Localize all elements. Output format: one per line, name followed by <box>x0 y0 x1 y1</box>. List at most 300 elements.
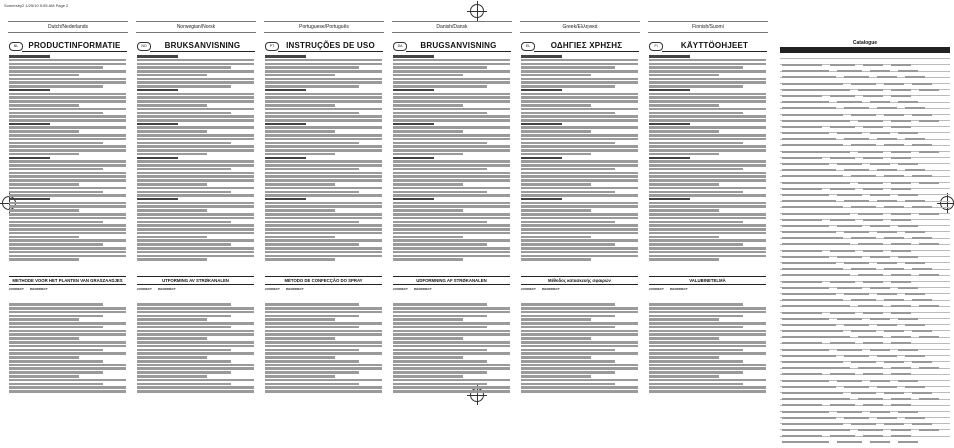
text-line <box>393 191 487 194</box>
text-line <box>137 217 254 220</box>
text-line <box>265 183 335 186</box>
table-row <box>780 406 950 412</box>
text-line <box>137 232 254 235</box>
text-line <box>649 85 743 88</box>
text-line <box>521 138 638 141</box>
text-line <box>649 209 719 212</box>
text-line <box>137 142 231 145</box>
text-line <box>521 172 638 175</box>
table-row <box>780 109 950 115</box>
text-line <box>521 224 638 227</box>
text-line <box>9 55 50 57</box>
text-line <box>265 187 382 190</box>
table-row <box>780 140 950 146</box>
text-line <box>9 217 126 220</box>
text-line <box>649 194 766 197</box>
text-line <box>137 213 254 216</box>
text-line <box>137 183 207 186</box>
text-line <box>649 352 766 355</box>
text-line <box>137 364 254 367</box>
text-line <box>9 179 126 182</box>
text-line <box>393 375 463 378</box>
text-line <box>521 134 638 137</box>
text-line <box>393 330 510 333</box>
text-line <box>137 168 231 171</box>
method-heading: Μέθοδος κατασκευής σφαιρών <box>521 276 638 285</box>
text-line <box>9 375 79 378</box>
text-line <box>265 63 382 66</box>
text-line <box>393 145 510 148</box>
text-line <box>649 187 766 190</box>
text-line <box>137 157 178 159</box>
text-line <box>137 179 254 182</box>
table-cell <box>919 89 939 91</box>
text-line <box>265 119 382 122</box>
text-line <box>9 318 79 321</box>
text-line <box>137 307 254 310</box>
text-line <box>521 179 638 182</box>
text-line <box>521 108 638 111</box>
text-line <box>9 93 126 96</box>
text-line <box>265 311 382 314</box>
text-line <box>265 104 335 107</box>
text-line <box>649 108 766 111</box>
text-line <box>393 386 510 389</box>
text-line <box>137 243 231 246</box>
instruction-column-el <box>520 40 639 395</box>
text-line <box>521 375 591 378</box>
text-line <box>265 352 382 355</box>
text-line <box>393 333 510 336</box>
text-line <box>9 175 126 178</box>
text-line <box>137 85 231 88</box>
text-line <box>649 149 766 152</box>
method-label: INCORRECT <box>285 288 304 291</box>
text-line <box>649 311 766 314</box>
text-line <box>521 330 638 333</box>
text-line <box>393 142 487 145</box>
text-line <box>137 375 207 378</box>
text-line <box>521 93 638 96</box>
text-line <box>137 251 254 254</box>
text-line <box>9 85 103 88</box>
table-cell <box>919 429 939 431</box>
text-line <box>265 205 382 208</box>
text-line <box>137 96 254 99</box>
text-line <box>649 247 766 250</box>
text-line <box>521 307 638 310</box>
text-line <box>137 202 254 205</box>
text-line <box>393 247 510 250</box>
text-line <box>393 66 487 69</box>
text-line <box>137 360 231 363</box>
instruction-column-da <box>392 40 511 395</box>
text-line <box>265 364 382 367</box>
text-line <box>137 224 254 227</box>
text-line <box>521 383 615 386</box>
text-line <box>521 81 638 84</box>
text-line <box>649 364 766 367</box>
text-line <box>9 379 126 382</box>
table-cell <box>919 182 939 184</box>
text-line <box>393 311 510 314</box>
text-line <box>137 356 207 359</box>
text-line <box>393 138 510 141</box>
text-line <box>9 194 126 197</box>
text-line <box>393 194 510 197</box>
method-label: CORRECT <box>649 288 664 291</box>
text-line <box>137 112 231 115</box>
text-line <box>265 142 359 145</box>
registration-mark-icon <box>470 4 484 18</box>
text-line <box>521 160 638 163</box>
text-line <box>137 303 231 306</box>
text-line <box>649 164 766 167</box>
text-line <box>521 303 615 306</box>
text-line <box>9 341 126 344</box>
text-line <box>9 232 126 235</box>
text-line <box>521 390 638 393</box>
text-line <box>521 239 638 242</box>
text-line <box>393 179 510 182</box>
text-line <box>265 78 382 81</box>
text-line <box>137 160 254 163</box>
text-line <box>649 100 766 103</box>
text-line <box>9 360 103 363</box>
text-line <box>265 303 359 306</box>
text-line <box>9 191 103 194</box>
text-line <box>521 55 562 57</box>
text-line <box>265 81 382 84</box>
text-line <box>137 70 254 73</box>
text-line <box>137 239 254 242</box>
text-line <box>393 213 510 216</box>
method-diagram-labels <box>265 288 382 302</box>
text-line <box>649 243 743 246</box>
text-line <box>137 93 254 96</box>
text-line <box>521 100 638 103</box>
text-line <box>265 96 382 99</box>
text-line <box>521 367 638 370</box>
table-cell <box>919 120 939 122</box>
table-cell <box>919 367 939 369</box>
text-line <box>521 209 591 212</box>
text-line <box>521 153 591 156</box>
text-line <box>393 81 510 84</box>
text-line <box>137 326 231 329</box>
text-line <box>649 318 719 321</box>
text-line <box>393 356 463 359</box>
text-line <box>521 164 638 167</box>
text-line <box>649 134 766 137</box>
text-line <box>265 55 306 57</box>
text-line <box>393 183 463 186</box>
column-body-text <box>9 54 126 274</box>
text-line <box>393 349 487 352</box>
text-line <box>265 379 382 382</box>
text-line <box>9 311 126 314</box>
table-row <box>780 103 950 109</box>
text-line <box>521 66 615 69</box>
text-line <box>393 315 487 318</box>
text-line <box>9 70 126 73</box>
text-line <box>9 138 126 141</box>
text-line <box>521 345 638 348</box>
text-line <box>393 85 487 88</box>
text-line <box>265 247 382 250</box>
method-diagram-labels <box>9 288 126 302</box>
text-line <box>649 315 743 318</box>
text-line <box>393 318 463 321</box>
text-line <box>649 337 719 340</box>
method-body <box>137 288 254 393</box>
text-line <box>393 164 510 167</box>
text-line <box>9 258 79 261</box>
method-body <box>521 288 638 393</box>
text-line <box>9 228 126 231</box>
text-line <box>521 311 638 314</box>
text-line <box>393 255 510 258</box>
table-row <box>780 164 950 170</box>
text-line <box>9 172 126 175</box>
text-line <box>9 371 103 374</box>
text-line <box>9 164 126 167</box>
text-line <box>521 112 615 115</box>
text-line <box>265 315 359 318</box>
text-line <box>265 228 382 231</box>
text-line <box>393 371 487 374</box>
file-header: Somersby2 1/25/10 9:55 AM Page 2 <box>4 3 69 8</box>
catalogue-table <box>780 40 950 395</box>
text-line <box>137 247 254 250</box>
text-line <box>9 66 103 69</box>
text-line <box>649 232 766 235</box>
instruction-column-nl <box>8 40 127 395</box>
text-line <box>137 81 254 84</box>
method-diagram-labels <box>649 288 766 302</box>
text-line <box>393 258 463 261</box>
text-line <box>265 375 335 378</box>
text-line <box>521 187 638 190</box>
language-bar: Dutch/Nederlands <box>8 21 128 33</box>
text-line <box>137 187 254 190</box>
text-line <box>649 379 766 382</box>
text-line <box>649 228 766 231</box>
text-line <box>137 198 178 200</box>
text-line <box>649 326 743 329</box>
text-line <box>265 337 335 340</box>
text-line <box>137 191 231 194</box>
text-line <box>137 138 254 141</box>
text-line <box>393 202 510 205</box>
text-line <box>649 142 743 145</box>
text-line <box>137 371 231 374</box>
text-line <box>649 383 743 386</box>
column-body-text <box>393 54 510 274</box>
text-line <box>521 63 638 66</box>
text-line <box>649 145 766 148</box>
text-line <box>393 228 510 231</box>
text-line <box>649 89 690 91</box>
method-heading: UDFORMNING AF STRØKANALEN <box>393 276 510 285</box>
text-line <box>521 70 638 73</box>
text-line <box>649 119 766 122</box>
table-cell <box>782 441 829 443</box>
text-line <box>393 160 510 163</box>
text-line <box>265 221 359 224</box>
text-line <box>521 96 638 99</box>
text-line <box>393 59 510 62</box>
text-line <box>265 74 335 77</box>
text-line <box>265 243 359 246</box>
text-line <box>265 251 382 254</box>
table-cell <box>919 213 939 215</box>
text-line <box>393 123 434 125</box>
text-line <box>265 318 335 321</box>
text-line <box>9 337 79 340</box>
text-line <box>265 333 382 336</box>
text-line <box>521 371 615 374</box>
method-diagram-labels <box>137 288 254 302</box>
text-line <box>9 352 126 355</box>
text-line <box>521 217 638 220</box>
text-line <box>9 356 79 359</box>
text-line <box>649 349 743 352</box>
text-line <box>265 123 306 125</box>
text-line <box>137 367 254 370</box>
text-line <box>649 175 766 178</box>
method-heading: METHODE VOOR HET PLANTEN VAN GRASZAADJES <box>9 276 126 285</box>
text-line <box>137 115 254 118</box>
method-label: CORRECT <box>9 288 24 291</box>
text-line <box>265 371 359 374</box>
text-line <box>265 341 382 344</box>
column-title: ΟΔΗΓΙΕΣ ΧΡΗΣΗΣ <box>534 40 639 52</box>
text-line <box>9 383 103 386</box>
text-line <box>521 356 591 359</box>
text-line <box>393 337 463 340</box>
language-bar: Finnish/Suomi <box>648 21 768 33</box>
text-line <box>265 138 382 141</box>
text-line <box>137 337 207 340</box>
text-line <box>137 341 254 344</box>
text-line <box>9 221 103 224</box>
text-line <box>393 209 463 212</box>
text-line <box>9 243 103 246</box>
text-line <box>393 112 487 115</box>
text-line <box>137 221 231 224</box>
table-cell <box>870 441 890 443</box>
text-line <box>521 191 615 194</box>
text-line <box>649 157 690 159</box>
text-line <box>521 123 562 125</box>
text-line <box>521 183 591 186</box>
method-heading: VALUBINETELMÄ <box>649 276 766 285</box>
text-line <box>649 217 766 220</box>
text-line <box>521 333 638 336</box>
method-label: INCORRECT <box>29 288 48 291</box>
instruction-column-pt <box>264 40 383 395</box>
text-line <box>649 205 766 208</box>
text-line <box>9 153 79 156</box>
text-line <box>265 130 335 133</box>
column-body-text <box>137 54 254 274</box>
table-title: Catalogue <box>852 40 878 46</box>
text-line <box>393 130 463 133</box>
text-line <box>649 104 719 107</box>
text-line <box>265 232 382 235</box>
text-line <box>521 59 638 62</box>
text-line <box>649 93 766 96</box>
text-line <box>137 119 254 122</box>
text-line <box>9 247 126 250</box>
text-line <box>265 224 382 227</box>
text-line <box>265 172 382 175</box>
text-line <box>9 119 126 122</box>
method-label: INCORRECT <box>541 288 560 291</box>
text-line <box>521 145 638 148</box>
text-line <box>521 89 562 91</box>
text-line <box>265 202 382 205</box>
text-line <box>393 172 510 175</box>
text-line <box>137 74 207 77</box>
text-line <box>393 153 463 156</box>
text-line <box>137 130 207 133</box>
text-line <box>393 187 510 190</box>
text-line <box>649 130 719 133</box>
language-bar: Greek/Ελληνικά <box>520 21 640 33</box>
text-line <box>265 258 335 261</box>
text-line <box>649 74 719 77</box>
text-line <box>521 198 562 200</box>
text-line <box>265 198 306 200</box>
text-line <box>265 100 382 103</box>
text-line <box>393 236 463 239</box>
method-heading: MÉTODO DE CONFECÇÃO DO SPRAY <box>265 276 382 285</box>
text-line <box>649 66 743 69</box>
text-line <box>265 160 382 163</box>
text-line <box>393 217 510 220</box>
text-line <box>9 112 103 115</box>
method-body <box>649 288 766 393</box>
text-line <box>521 205 638 208</box>
text-line <box>393 341 510 344</box>
text-line <box>137 352 254 355</box>
text-line <box>265 360 359 363</box>
text-line <box>137 315 231 318</box>
text-line <box>265 236 335 239</box>
text-line <box>649 168 743 171</box>
text-line <box>649 251 766 254</box>
text-line <box>393 326 487 329</box>
method-label: CORRECT <box>393 288 408 291</box>
text-line <box>265 115 382 118</box>
text-line <box>137 145 254 148</box>
text-line <box>393 126 510 129</box>
text-line <box>265 217 382 220</box>
language-badge: DA <box>393 42 407 51</box>
text-line <box>137 333 254 336</box>
text-line <box>649 153 719 156</box>
text-line <box>393 352 510 355</box>
text-line <box>9 115 126 118</box>
text-line <box>265 322 382 325</box>
text-line <box>393 63 510 66</box>
text-line <box>649 390 766 393</box>
text-line <box>393 367 510 370</box>
column-title: INSTRUÇÕES DE USO <box>278 40 383 52</box>
method-label: INCORRECT <box>413 288 432 291</box>
